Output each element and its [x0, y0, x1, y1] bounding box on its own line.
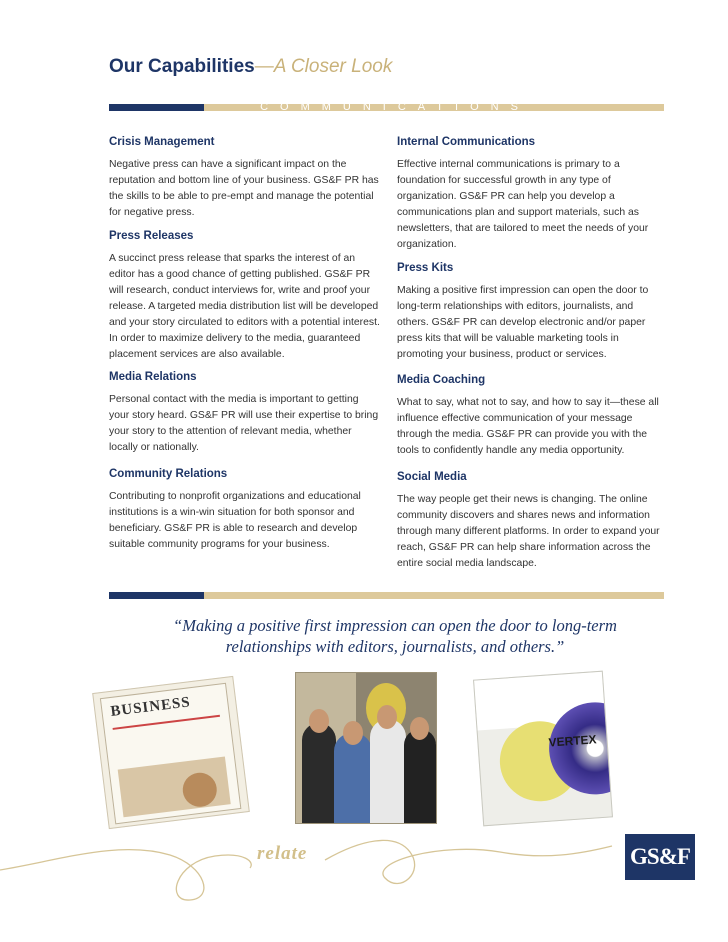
person-head	[410, 717, 429, 740]
capability-text: Negative press can have a significant impact on the reputation and bottom line of your business. GS&F PR has the skills to be able to pre-empt and manage the potential for negative press.	[109, 159, 379, 218]
rule-gold-segment	[204, 592, 664, 599]
capability-heading: Internal Communications	[397, 136, 536, 148]
title-dash: —	[254, 56, 274, 77]
rule-navy-segment	[109, 104, 204, 111]
capability-block	[109, 136, 381, 230]
capability-heading: Media Coaching	[397, 374, 486, 386]
divider-rule	[109, 592, 664, 599]
capability-heading: Social Media	[397, 471, 467, 483]
person-head	[309, 709, 329, 733]
decorative-swirl	[0, 800, 728, 942]
capability-heading: Press Releases	[109, 230, 194, 242]
title-main: Our Capabilities	[109, 56, 255, 77]
left-column	[109, 136, 381, 553]
right-column	[397, 136, 667, 572]
capability-block	[397, 262, 667, 374]
capability-text: Effective internal communications is primary to a foundation for successful growth in any type of organization. GS&F PR can help you develop a communications plan and support materials, such as newsletters, that are tailored to meet the needs of your organization.	[397, 159, 649, 250]
title-subtitle: A Closer Look	[273, 56, 393, 77]
capability-text: A succinct press release that sparks the interest of an editor has a good chance of getting published. GS&F PR will research, conduct interviews for, write and proof your release. A targeted media distribution list will be developed and your story circulated to editors with a potential interest. In order to maximize delivery to the media, guaranteed placement services are also available.	[109, 253, 380, 360]
capability-block	[109, 371, 381, 468]
pull-quote: “Making a positive first impression can open the door to long-term relationships with editors, journalists, and others.”	[173, 616, 617, 656]
capability-text: What to say, what not to say, and how to say it—these all influence effective communication of your message through the media. GS&F PR can provide you with the tools to confidently handle any media opportunity.	[397, 397, 659, 456]
tagline: relate	[257, 843, 308, 864]
capability-block	[109, 468, 381, 553]
capability-block	[397, 136, 667, 262]
capability-text: The way people get their news is changing. The online community discovers and shares news and information through many different platforms. In order to expand your reach, GS&F PR can help share information across the entire social media landscape.	[397, 494, 660, 569]
page-title	[109, 56, 392, 78]
capability-heading: Crisis Management	[109, 136, 215, 148]
capability-heading: Media Relations	[109, 371, 197, 383]
newspaper-headline: BUSINESS	[109, 694, 192, 720]
capability-text: Personal contact with the media is important to getting your story heard. GS&F PR will use their expertise to bring your story to the attention of relevant media, whether locally or nationally.	[109, 394, 379, 453]
capability-block	[109, 230, 381, 371]
capability-text: Contributing to nonprofit organizations and educational institutions is a win-win situation for both sponsor and beneficiary. GS&F PR is able to research and develop suitable community programs for your business.	[109, 491, 361, 550]
company-logo: GS&F	[625, 834, 695, 880]
capability-heading: Community Relations	[109, 468, 228, 480]
capability-block	[397, 374, 667, 471]
capability-block	[397, 471, 667, 572]
section-label: COMMUNICATIONS	[260, 101, 530, 113]
rule-navy-segment	[109, 592, 204, 599]
capability-text: Making a positive first impression can open the door to long-term relationships with editors, journalists, and others. GS&F PR can develop electronic and/or paper press kits that will be valuable marketing tools in promoting your business, product or services.	[397, 285, 649, 360]
press-kit-brand: VERTEX	[548, 732, 597, 750]
person-head	[377, 705, 397, 729]
capability-heading: Press Kits	[397, 262, 454, 274]
person-head	[343, 721, 363, 745]
